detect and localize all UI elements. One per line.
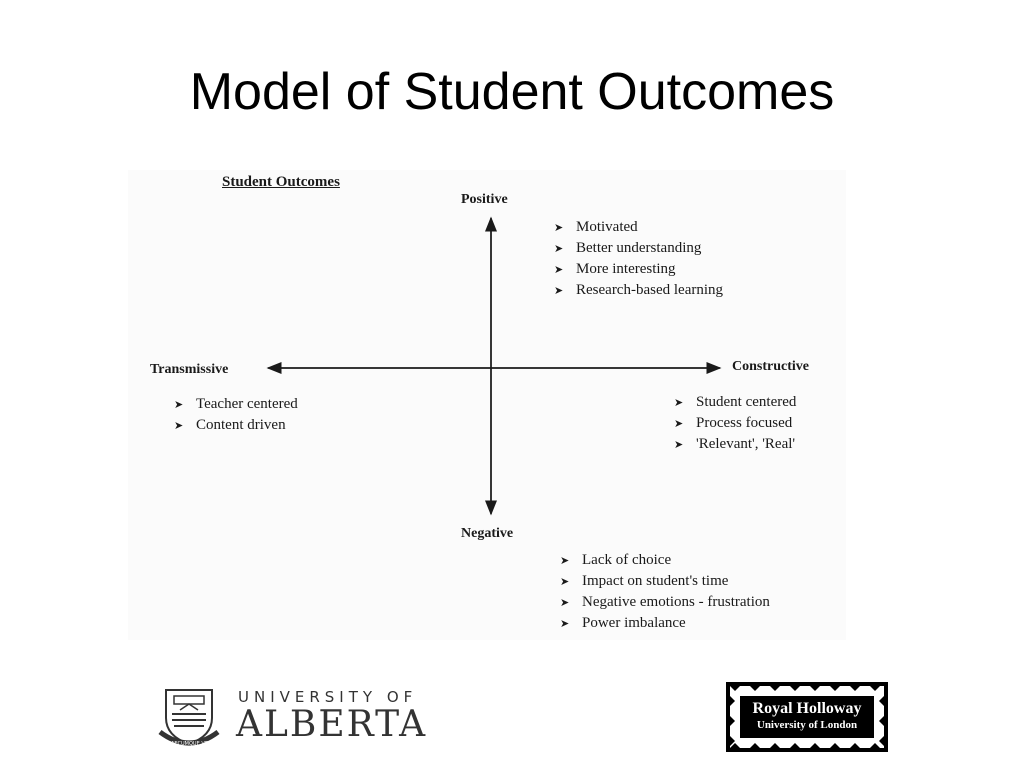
list-item: ➤ Content driven (174, 415, 298, 436)
arrowhead-bullet-icon: ➤ (560, 576, 570, 588)
arrowhead-bullet-icon: ➤ (554, 222, 564, 234)
royal-holloway-logo (726, 682, 888, 752)
list-item: ➤ 'Relevant', 'Real' (674, 434, 796, 455)
svg-text:QUAECUMQUE VERA: QUAECUMQUE VERA (163, 741, 215, 747)
list-item: ➤ Impact on student's time (560, 571, 770, 592)
arrowhead-bullet-icon: ➤ (560, 597, 570, 609)
alberta-crest-icon (156, 684, 222, 748)
royal-holloway-line2: University of London (756, 719, 858, 731)
list-item: ➤ Motivated (554, 217, 723, 238)
negative-outcomes-list (560, 550, 770, 634)
list-item: ➤ Lack of choice (560, 550, 770, 571)
arrowhead-bullet-icon: ➤ (674, 418, 684, 430)
list-item: ➤ Teacher centered (174, 394, 298, 415)
arrowhead-bullet-icon: ➤ (554, 243, 564, 255)
constructive-outcomes-list (674, 392, 796, 455)
student-outcomes-diagram (128, 170, 846, 640)
list-item: ➤ Process focused (674, 413, 796, 434)
royal-holloway-line1: Royal Holloway (752, 700, 862, 717)
pole-constructive: Constructive (732, 359, 809, 374)
alberta-logo-line2: ALBERTA (236, 704, 428, 745)
list-item: ➤ Research-based learning (554, 280, 723, 301)
list-item: ➤ More interesting (554, 259, 723, 280)
pole-negative: Negative (461, 526, 514, 541)
alberta-logo-line1: UNIVERSITY OF (238, 688, 418, 706)
arrowhead-bullet-icon: ➤ (674, 439, 684, 451)
university-of-alberta-logo (156, 684, 446, 748)
royal-holloway-label (740, 696, 874, 738)
slide-title: Model of Student Outcomes (189, 63, 835, 121)
arrowhead-bullet-icon: ➤ (174, 420, 184, 432)
list-item: ➤ Student centered (674, 392, 796, 413)
arrowhead-bullet-icon: ➤ (560, 618, 570, 630)
arrowhead-bullet-icon: ➤ (174, 399, 184, 411)
arrowhead-bullet-icon: ➤ (554, 285, 564, 297)
diagram-heading: Student Outcomes (222, 174, 340, 190)
transmissive-outcomes-list (174, 394, 298, 436)
list-item: ➤ Negative emotions - frustration (560, 592, 770, 613)
pole-transmissive: Transmissive (150, 362, 229, 377)
arrowhead-bullet-icon: ➤ (554, 264, 564, 276)
list-item: ➤ Better understanding (554, 238, 723, 259)
pole-positive: Positive (461, 192, 508, 207)
arrowhead-bullet-icon: ➤ (560, 555, 570, 567)
list-item: ➤ Power imbalance (560, 613, 770, 634)
arrowhead-bullet-icon: ➤ (674, 397, 684, 409)
positive-outcomes-list (554, 217, 723, 301)
